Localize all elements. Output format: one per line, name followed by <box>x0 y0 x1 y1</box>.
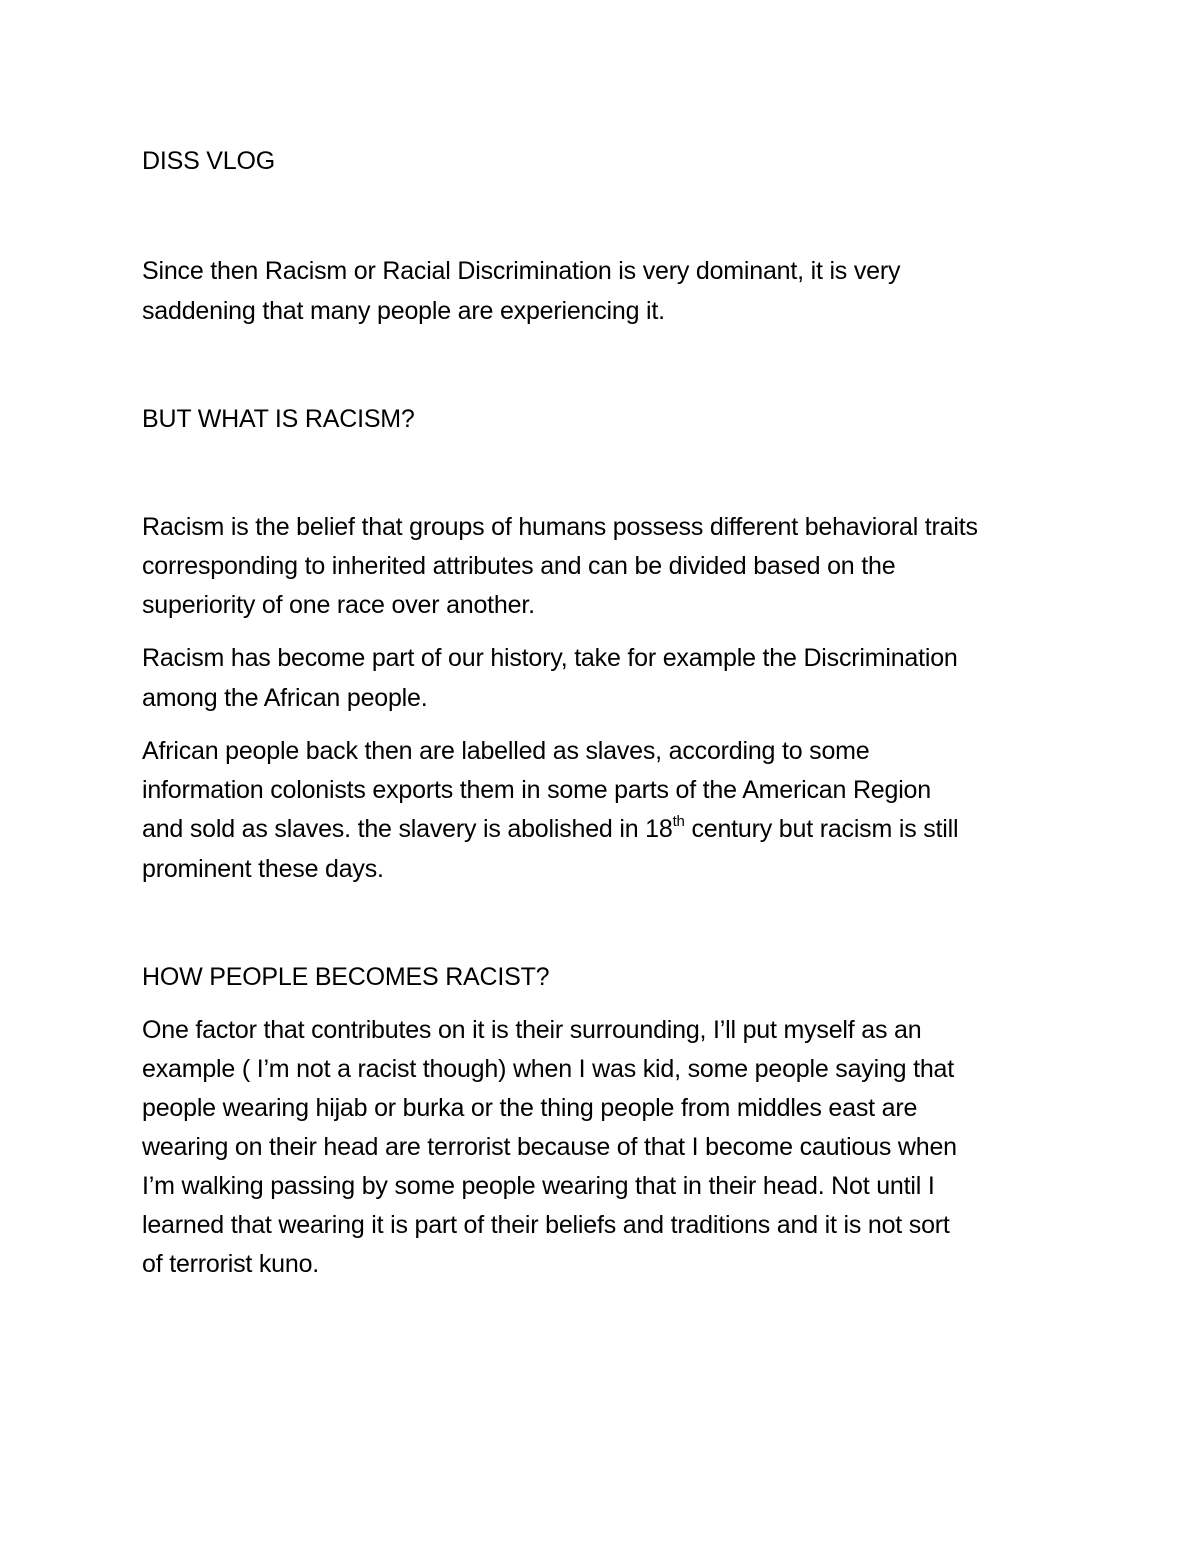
slavery-line-2: information colonists exports them in some parts of the American Region <box>142 776 931 804</box>
slavery-line-4: prominent these days. <box>142 855 384 883</box>
definition-line-2: corresponding to inherited attributes and can be divided based on the <box>142 552 896 580</box>
factor-line-7: of terrorist kuno. <box>142 1250 320 1278</box>
intro-line-2: saddening that many people are experiencing it. <box>142 297 665 325</box>
factor-line-1: One factor that contributes on it is their surrounding, I’ll put myself as an <box>142 1016 922 1044</box>
document-title: DISS VLOG <box>142 147 275 175</box>
intro-line-1: Since then Racism or Racial Discrimination is very dominant, it is very <box>142 257 901 285</box>
definition-line-1: Racism is the belief that groups of humans possess different behavioral traits <box>142 513 978 541</box>
factor-line-6: learned that wearing it is part of their beliefs and traditions and it is not sort <box>142 1211 950 1239</box>
heading-what-is-racism: BUT WHAT IS RACISM? <box>142 405 415 433</box>
slavery-line-3 <box>142 814 958 844</box>
slavery-line-3-start: and sold as slaves. the slavery is abolished in 18 <box>142 815 673 843</box>
factor-line-2: example ( I’m not a racist though) when I was kid, some people saying that <box>142 1055 955 1083</box>
definition-line-3: superiority of one race over another. <box>142 591 535 619</box>
slavery-line-3-end: century but racism is still <box>684 815 959 843</box>
history-line-2: among the African people. <box>142 684 428 712</box>
factor-line-5: I’m walking passing by some people wearing that in their head. Not until I <box>142 1172 935 1200</box>
heading-how-people-become-racist: HOW PEOPLE BECOMES RACIST? <box>142 963 550 991</box>
factor-line-4: wearing on their head are terrorist because of that I become cautious when <box>142 1133 957 1161</box>
history-line-1: Racism has become part of our history, take for example the Discrimination <box>142 644 958 672</box>
factor-line-3: people wearing hijab or burka or the thing people from middles east are <box>142 1094 918 1122</box>
slavery-line-1: African people back then are labelled as slaves, according to some <box>142 737 870 765</box>
ordinal-superscript: th <box>672 812 685 830</box>
